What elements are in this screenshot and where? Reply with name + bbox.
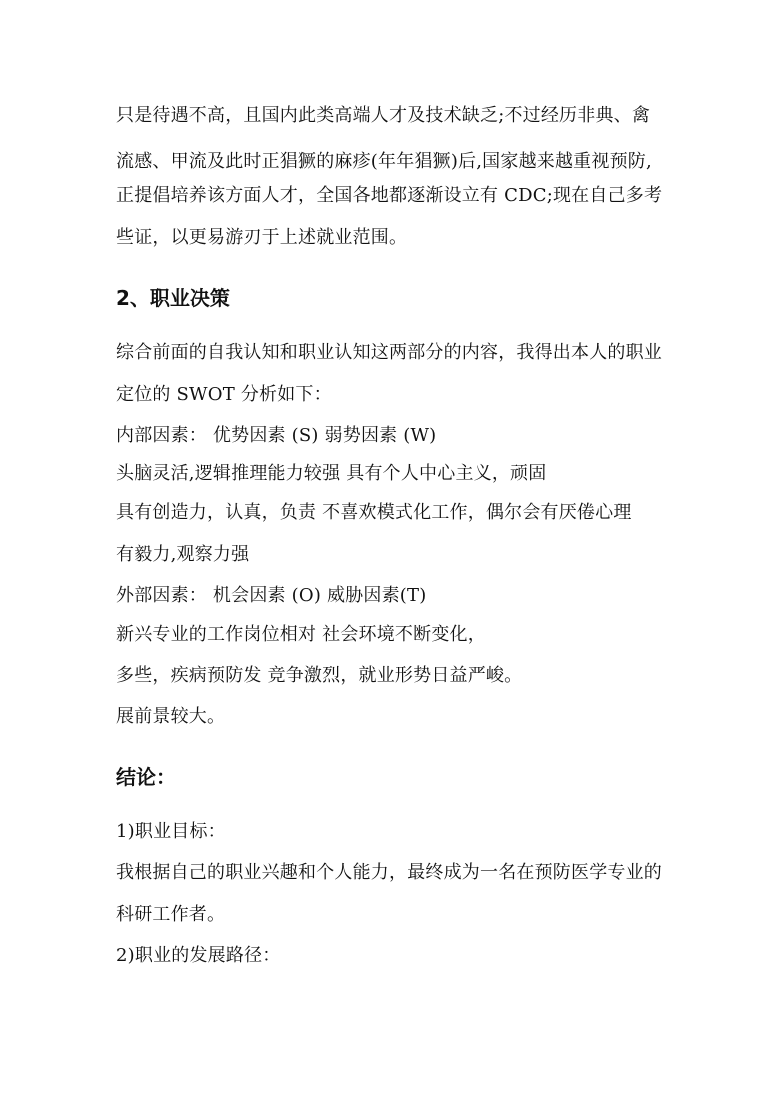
swot-line: 具有创造力，认真，负责 不喜欢模式化工作，偶尔会有厌倦心理 [116, 502, 632, 523]
swot-line: 内部因素： 优势因素 (S) 弱势因素 (W) [116, 425, 437, 446]
paragraph-line: 正提倡培养该方面人才，全国各地都逐渐设立有 CDC;现在自己多考 [116, 185, 663, 206]
paragraph-line: 些证，以更易游刃于上述就业范围。 [116, 227, 408, 248]
conclusion-line: 2)职业的发展路径： [116, 945, 281, 966]
swot-line: 展前景较大。 [116, 706, 226, 727]
conclusion-line: 科研工作者。 [116, 904, 226, 925]
swot-line: 多些，疾病预防发 竞争激烈，就业形势日益严峻。 [116, 665, 523, 686]
conclusion-heading: 结论： [116, 765, 176, 789]
paragraph-line: 定位的 SWOT 分析如下： [116, 384, 332, 405]
conclusion-line: 我根据自己的职业兴趣和个人能力，最终成为一名在预防医学专业的 [116, 862, 662, 883]
swot-line: 外部因素： 机会因素 (O) 威胁因素(T) [116, 585, 427, 606]
swot-line: 头脑灵活,逻辑推理能力较强 具有个人中心主义，顽固 [116, 463, 547, 484]
paragraph-line: 综合前面的自我认知和职业认知这两部分的内容，我得出本人的职业 [116, 342, 662, 363]
paragraph-line: 只是待遇不高，且国内此类高端人才及技术缺乏;不过经历非典、禽 [116, 105, 651, 126]
paragraph-line: 流感、甲流及此时正猖獗的麻疹(年年猖獗)后,国家越来越重视预防, [116, 151, 652, 172]
swot-line: 有毅力,观察力强 [116, 544, 250, 565]
swot-line: 新兴专业的工作岗位相对 社会环境不断变化， [116, 624, 486, 645]
conclusion-line: 1)职业目标： [116, 821, 226, 842]
section-heading: 2、职业决策 [116, 286, 230, 310]
